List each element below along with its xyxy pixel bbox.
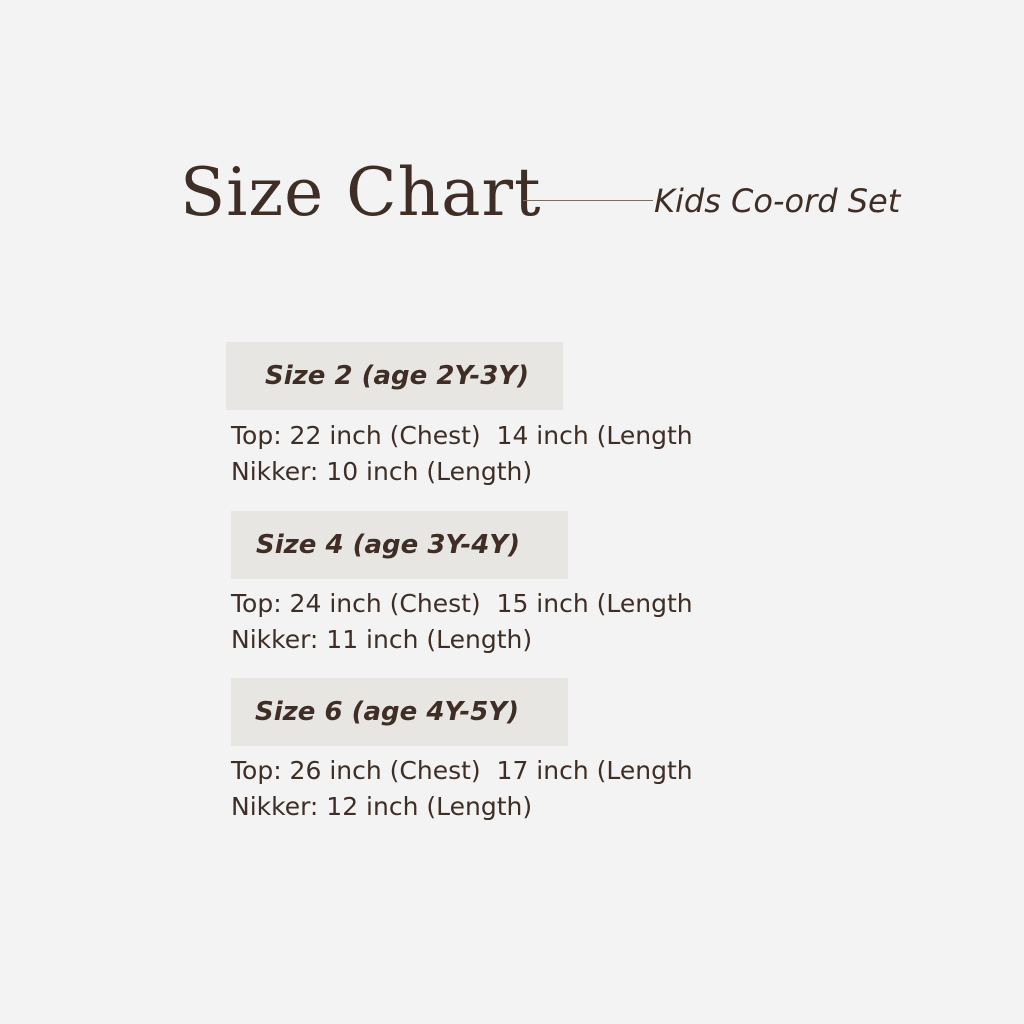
- nikker-measurement: Nikker: 11 inch (Length): [231, 625, 533, 654]
- page-subtitle: Kids Co-ord Set: [654, 182, 901, 220]
- size-label: Size 2 (age 2Y-3Y): [265, 361, 530, 391]
- title-divider: [523, 200, 653, 201]
- top-measurement: Top: 22 inch (Chest) 14 inch (Length: [231, 421, 693, 450]
- size-badge: [231, 511, 568, 579]
- size-badge: [231, 678, 568, 746]
- nikker-measurement: Nikker: 10 inch (Length): [231, 457, 533, 486]
- top-measurement: Top: 26 inch (Chest) 17 inch (Length: [231, 756, 693, 785]
- size-label: Size 4 (age 3Y-4Y): [256, 530, 521, 560]
- page-title: Size Chart: [180, 154, 542, 231]
- size-label: Size 6 (age 4Y-5Y): [255, 697, 520, 727]
- top-measurement: Top: 24 inch (Chest) 15 inch (Length: [231, 589, 693, 618]
- size-badge: [226, 342, 563, 410]
- nikker-measurement: Nikker: 12 inch (Length): [231, 792, 533, 821]
